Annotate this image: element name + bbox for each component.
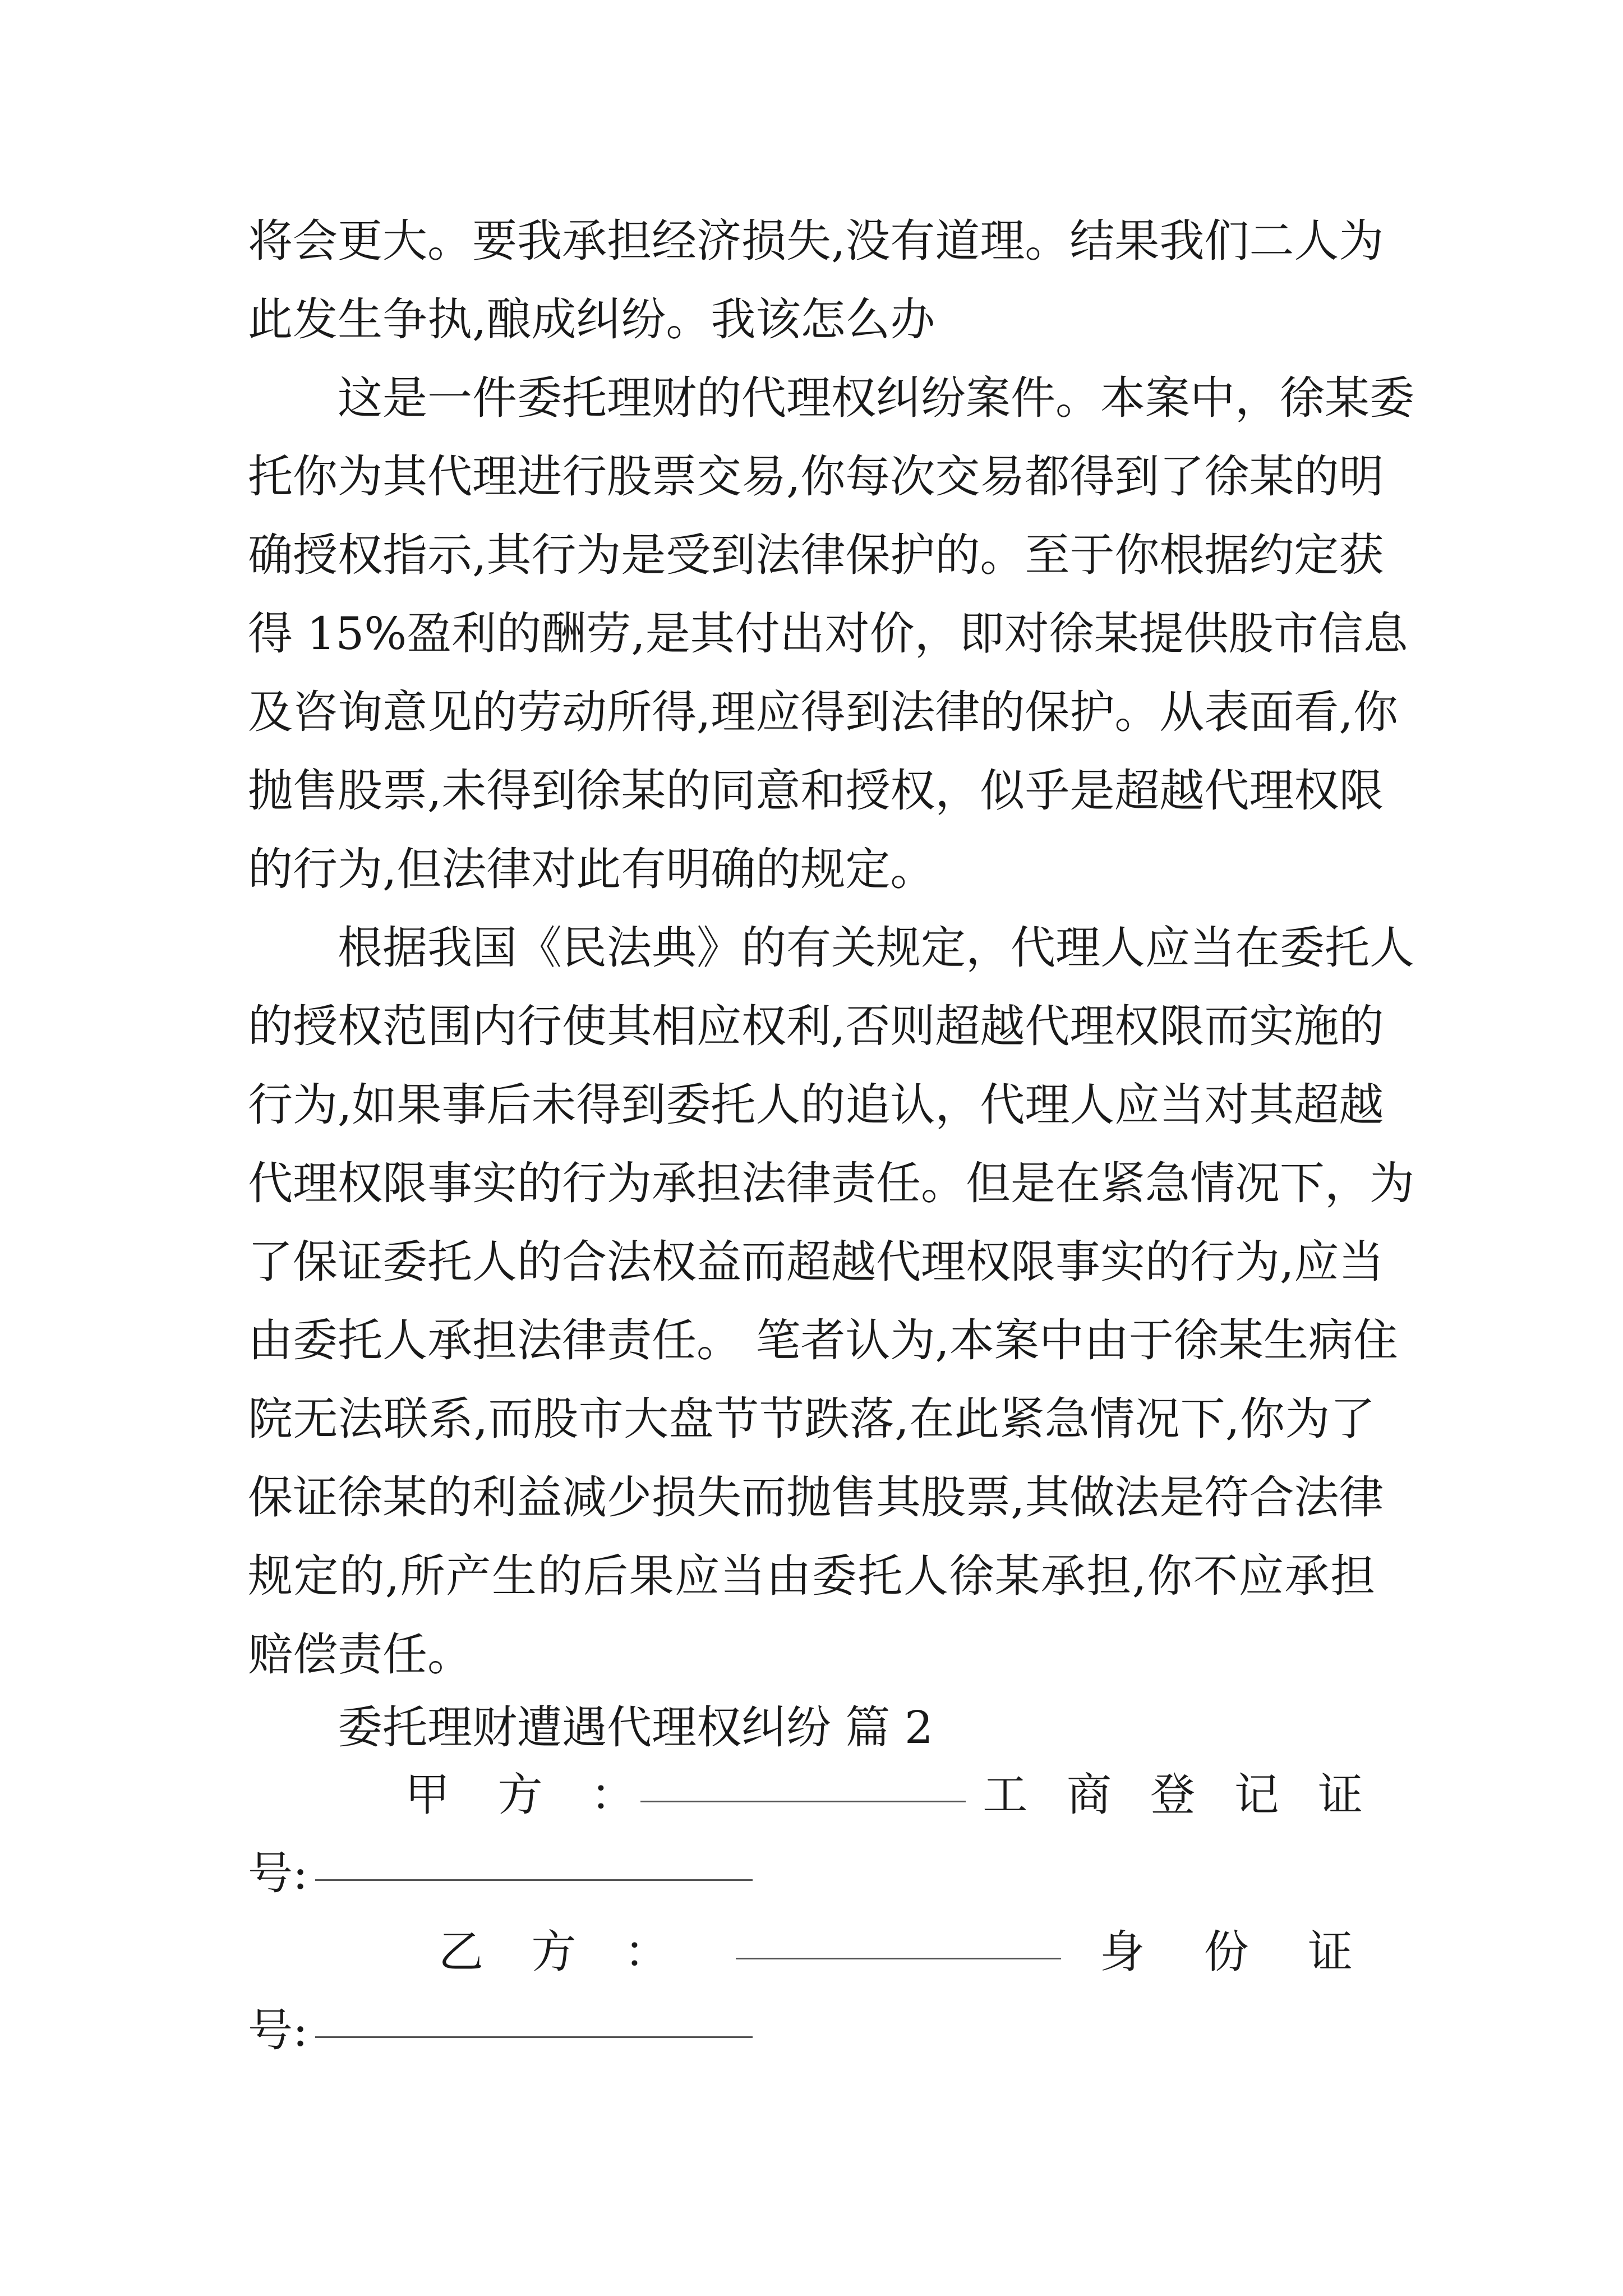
party-b-label: 乙 方 ： bbox=[439, 1926, 686, 1978]
paragraph-line: 此发生争执,酿成纠纷。我该怎么办 bbox=[248, 293, 935, 346]
party-b-continuation-row bbox=[248, 1991, 1033, 2070]
party-b-number-label: 号: bbox=[248, 2004, 308, 2056]
paragraph-line: 院无法联系,而股市大盘节节跌落,在此紧急情况下,你为了 bbox=[248, 1393, 1375, 1445]
party-a-continuation-row bbox=[248, 1834, 1033, 1913]
paragraph-line: 保证徐某的利益减少损失而抛售其股票,其做法是符合法律 bbox=[248, 1471, 1384, 1524]
paragraph-line: 代理权限事实的行为承担法律责任。但是在紧急情况下，为 bbox=[248, 1157, 1414, 1209]
section-heading: 委托理财遭遇代理权纠纷 篇 2 bbox=[338, 1701, 933, 1754]
party-a-registration-label: 工 商 登 记 证 bbox=[983, 1769, 1375, 1821]
paragraph-line: 根据我国《民法典》的有关规定，代理人应当在委托人 bbox=[338, 922, 1414, 974]
paragraph-line: 行为,如果事后未得到委托人的追认，代理人应当对其超越 bbox=[248, 1079, 1384, 1131]
paragraph-line: 规定的,所产生的后果应当由委托人徐某承担,你不应承担 bbox=[248, 1550, 1375, 1602]
party-a-name-blank[interactable] bbox=[640, 1761, 966, 1802]
paragraph-line: 由委托人承担法律责任。 笔者认为,本案中由于徐某生病住 bbox=[248, 1314, 1398, 1366]
party-a-number-blank[interactable] bbox=[315, 1840, 753, 1881]
paragraph-line: 抛售股票,未得到徐某的同意和授权，似乎是超越代理权限 bbox=[248, 765, 1384, 817]
paragraph-line: 得 15%盈利的酬劳,是其付出对价，即对徐某提供股市信息 bbox=[248, 608, 1408, 660]
paragraph-line: 托你为其代理进行股票交易,你每次交易都得到了徐某的明 bbox=[248, 450, 1384, 503]
paragraph-line: 的授权范围内行使其相应权利,否则超越代理权限而实施的 bbox=[248, 1000, 1384, 1052]
party-b-row bbox=[439, 1913, 1375, 1991]
paragraph-line: 及咨询意见的劳动所得,理应得到法律的保护。从表面看,你 bbox=[248, 686, 1398, 738]
party-a-row bbox=[405, 1756, 1375, 1834]
paragraph-line: 赔偿责任。 bbox=[248, 1628, 472, 1681]
party-b-id-label: 身 份 证 bbox=[1100, 1926, 1375, 1978]
paragraph-line: 这是一件委托理财的代理权纠纷案件。本案中，徐某委 bbox=[338, 372, 1414, 424]
party-a-label: 甲 方 ： bbox=[405, 1769, 652, 1821]
party-b-number-blank[interactable] bbox=[315, 1997, 753, 2038]
party-a-number-label: 号: bbox=[248, 1847, 308, 1899]
paragraph-line: 了保证委托人的合法权益而超越代理权限事实的行为,应当 bbox=[248, 1236, 1384, 1288]
paragraph-line: 将会更大。要我承担经济损失,没有道理。结果我们二人为 bbox=[248, 215, 1384, 267]
paragraph-line: 的行为,但法律对此有明确的规定。 bbox=[248, 843, 935, 895]
paragraph-line: 确授权指示,其行为是受到法律保护的。至于你根据约定获 bbox=[248, 529, 1384, 581]
party-b-name-blank[interactable] bbox=[736, 1918, 1061, 1959]
